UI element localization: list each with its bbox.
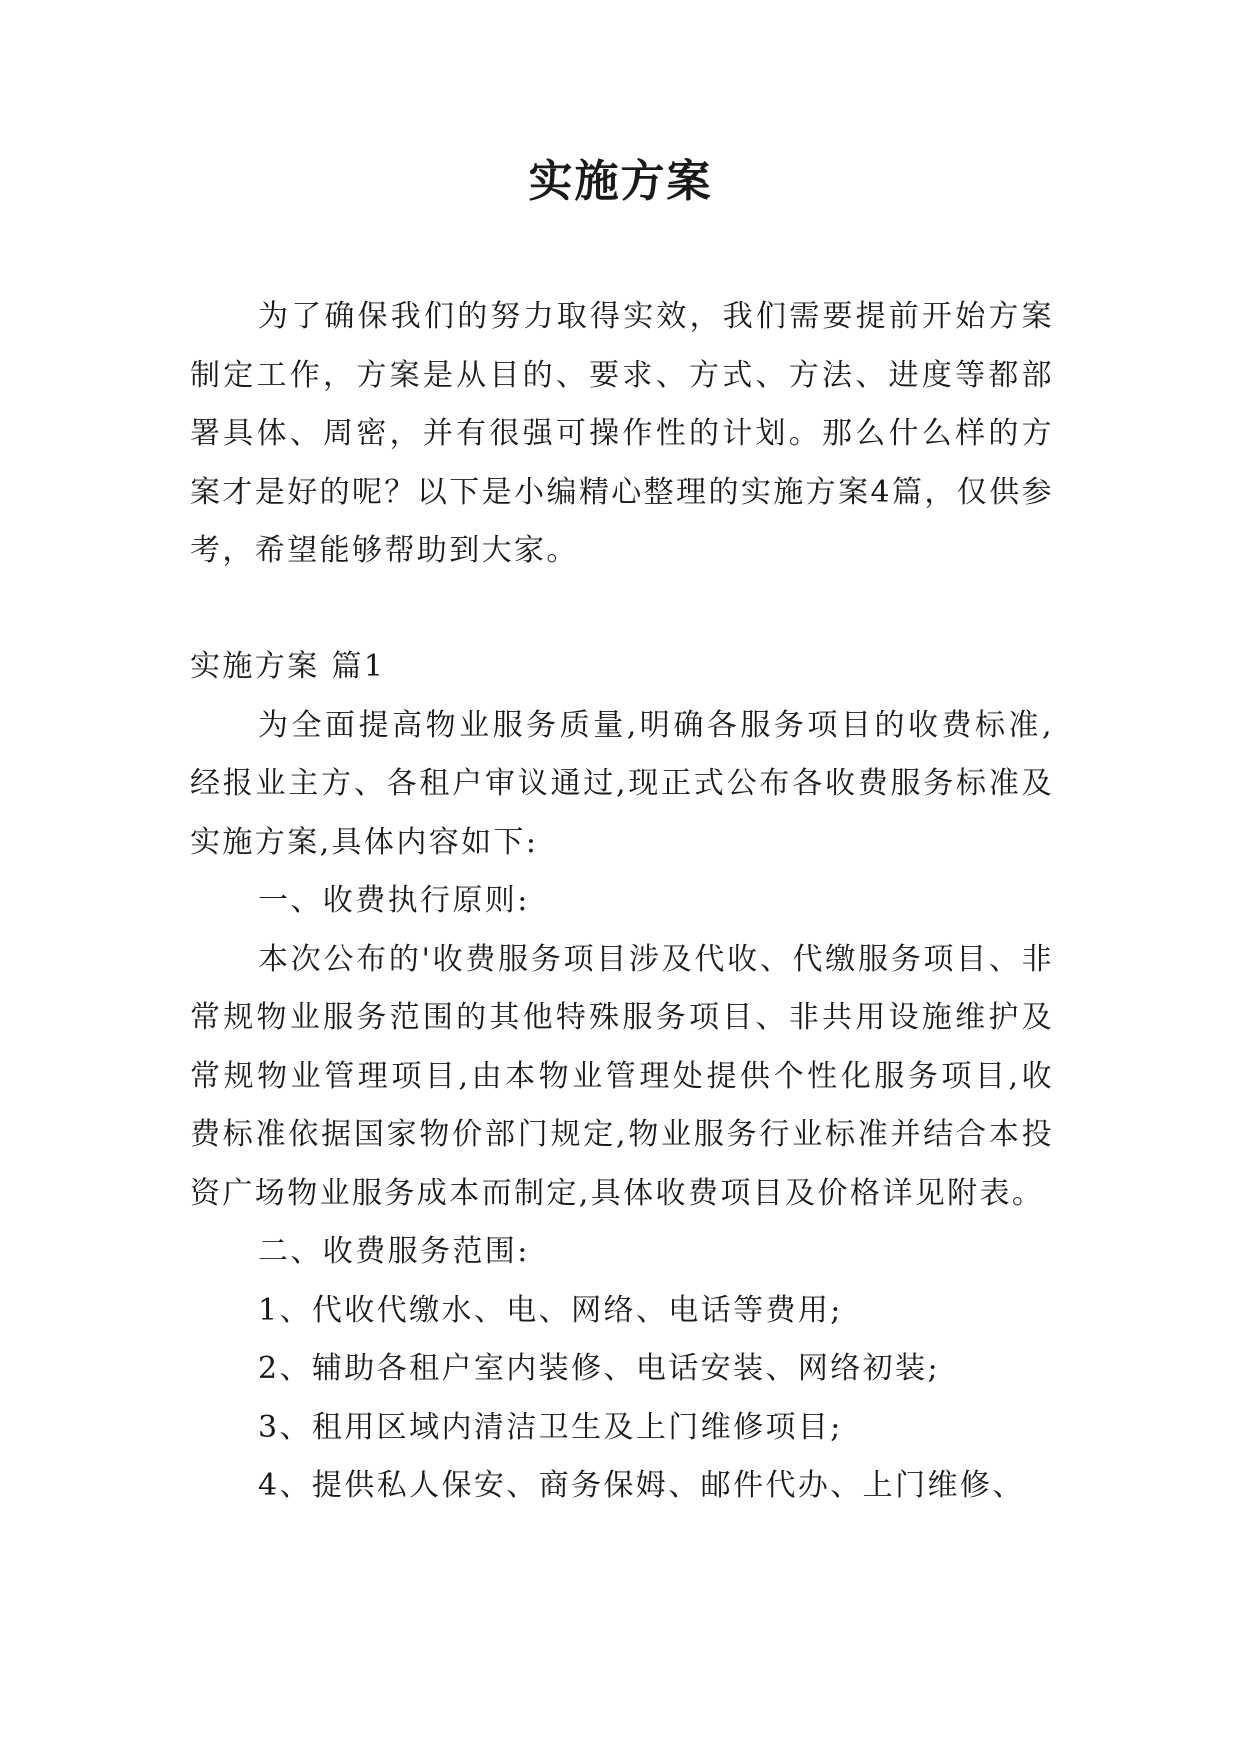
section-subheading-principle: 一、收费执行原则: bbox=[258, 883, 530, 918]
list-item-scope-4: 4、提供私人保安、商务保姆、邮件代办、上门维修、 bbox=[258, 1468, 1025, 1503]
list-item-scope-3: 3、租用区域内清洁卫生及上门维修项目; bbox=[258, 1409, 843, 1445]
intro-paragraph: 为了确保我们的努力取得实效，我们需要提前开始方案制定工作，方案是从目的、要求、方式、方法、进度等都部署具体、周密，并有很强可操作性的计划。那么什么样的方案才是好的呢？以下是小编精心整理的实施方案4篇，仅供参考，希望能够帮助到大家。 bbox=[190, 299, 1054, 568]
section-heading: 实施方案 篇1 bbox=[190, 649, 386, 684]
section-1 bbox=[190, 638, 1054, 1516]
intro-block bbox=[190, 288, 1054, 581]
section-paragraph-principle: 本次公布的'收费服务项目涉及代收、代缴服务项目、非常规物业服务范围的其他特殊服务项目、非共用设施维护及常规物业管理项目,由本物业管理处提供个性化服务项目,收费标准依据国家物价部门规定,物业服务行业标准并结合本投资广场物业服务成本而制定,具体收费项目及价格详见附表。 bbox=[190, 941, 1054, 1211]
list-item-scope-1: 1、代收代缴水、电、网络、电话等费用; bbox=[258, 1292, 843, 1328]
list-item-scope-2: 2、辅助各租户室内装修、电话安装、网络初装; bbox=[258, 1351, 940, 1386]
section-paragraph-preface: 为全面提高物业服务质量,明确各服务项目的收费标准,经报业主方、各租户审议通过,现正式公布各收费服务标准及实施方案,具体内容如下: bbox=[190, 707, 1054, 860]
document-title: 实施方案 bbox=[528, 156, 713, 207]
section-subheading-scope: 二、收费服务范围: bbox=[258, 1234, 530, 1269]
